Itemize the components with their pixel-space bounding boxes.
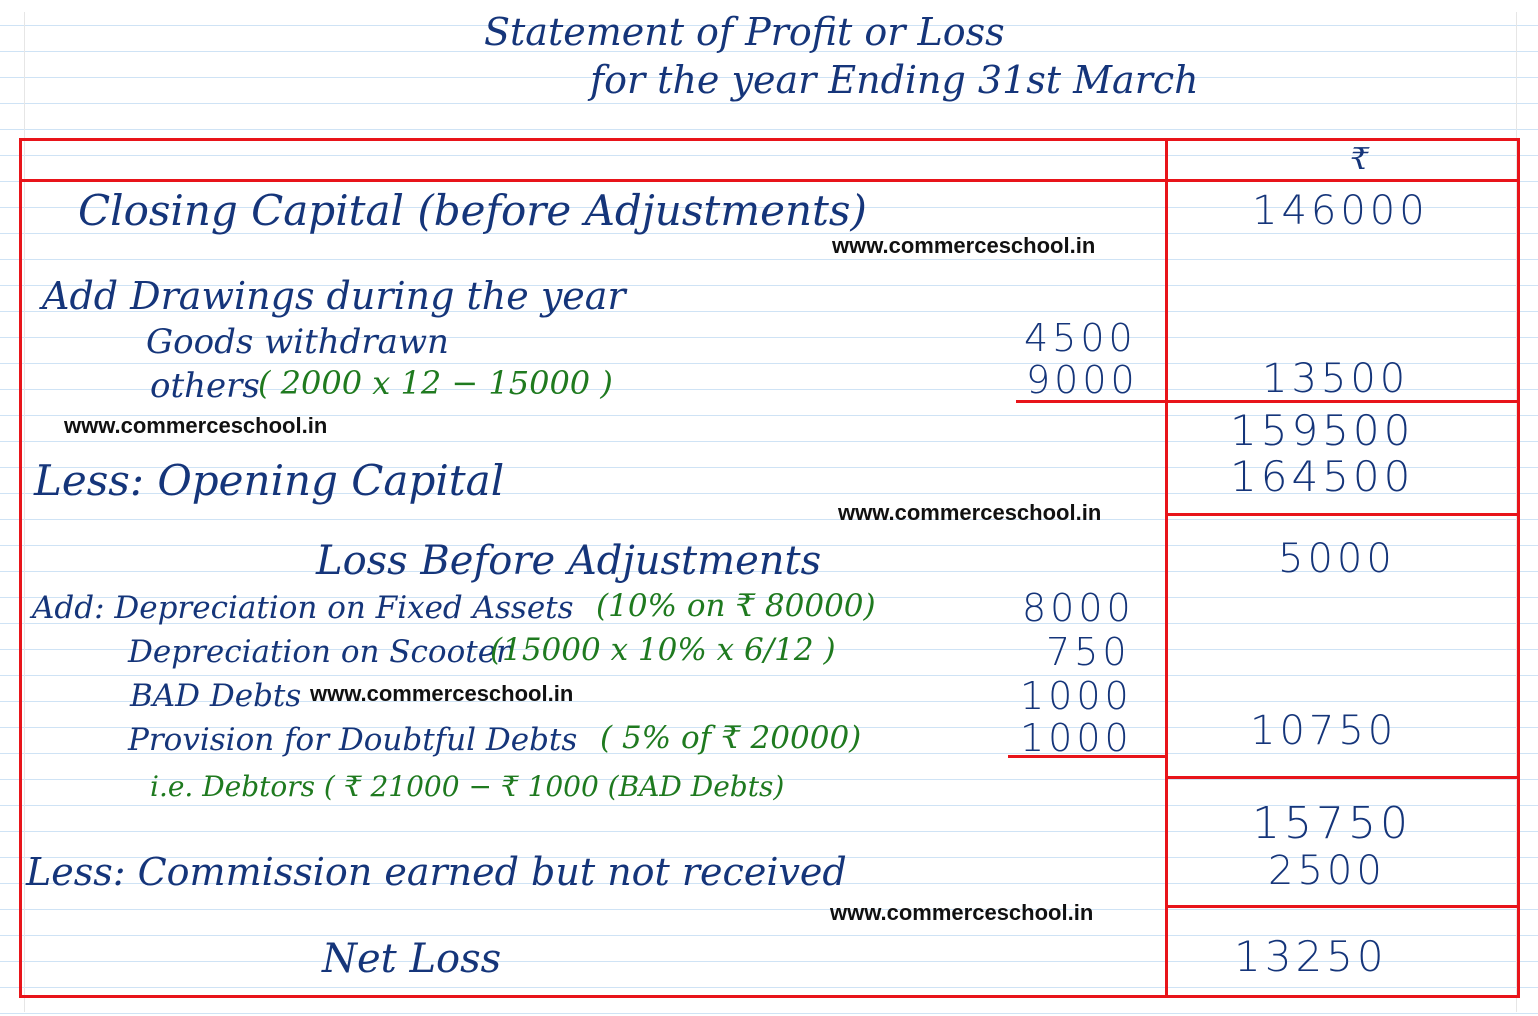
commission-label: Less: Commission earned but not received: [26, 850, 847, 894]
closing-capital-amount: 146000: [1252, 188, 1429, 234]
loss-before-label: Loss Before Adjustments: [316, 538, 822, 584]
watermark-4: www.commerceschool.in: [310, 681, 574, 706]
subtotal-2-amount: 15750: [1252, 798, 1412, 849]
dep-scooter-label: Depreciation on Scooter: [128, 634, 511, 670]
closing-capital-label: Closing Capital (before Adjustments): [78, 186, 867, 235]
table-border-left: [19, 138, 22, 998]
column-divider: [1165, 138, 1168, 998]
watermark-5: www.commerceschool.in: [830, 900, 1094, 925]
watermark-2: www.commerceschool.in: [64, 413, 328, 438]
watermark-1: www.commerceschool.in: [832, 233, 1096, 258]
opening-capital-label: Less: Opening Capital: [34, 456, 505, 505]
dep-scooter-inner: 750: [1046, 630, 1131, 674]
table-border-top: [19, 138, 1520, 141]
loss-before-amount: 5000: [1278, 536, 1396, 582]
page-margin-left: [24, 12, 25, 1012]
add-drawings-label: Add Drawings during the year: [42, 274, 626, 318]
commission-amount: 2500: [1268, 848, 1386, 894]
provision-inner: 1000: [1020, 716, 1133, 760]
goods-withdrawn-inner: 4500: [1024, 316, 1137, 360]
table-border-right: [1517, 138, 1520, 998]
opening-capital-amount: 164500: [1230, 452, 1415, 501]
amount-underline-4: [1167, 905, 1520, 908]
ie-debtors-note: i.e. Debtors ( ₹ 21000 − ₹ 1000 (BAD Debts): [150, 770, 785, 803]
dep-fixed-inner: 8000: [1022, 586, 1135, 630]
dep-scooter-note: (15000 x 10% x 6/12 ): [490, 632, 836, 668]
title-line-2: for the year Ending 31st March: [590, 58, 1199, 102]
others-inner: 9000: [1026, 358, 1139, 402]
bad-debts-inner: 1000: [1020, 674, 1133, 718]
table-border-bottom: [19, 995, 1520, 998]
provision-note: ( 5% of ₹ 20000): [600, 720, 862, 756]
amount-underline-3: [1167, 776, 1520, 779]
bad-debts-label: BAD Debts: [130, 678, 302, 714]
currency-symbol: ₹: [1350, 142, 1370, 177]
others-amount: 13500: [1262, 356, 1410, 402]
title-line-1: Statement of Profit or Loss: [484, 10, 1005, 54]
header-divider: [19, 179, 1520, 182]
provision-amount: 10750: [1250, 708, 1398, 754]
net-loss-amount: 13250: [1234, 932, 1388, 981]
net-loss-label: Net Loss: [322, 936, 502, 982]
dep-fixed-label: Add: Depreciation on Fixed Assets: [32, 590, 574, 626]
others-label: others: [150, 366, 260, 406]
goods-withdrawn-label: Goods withdrawn: [146, 322, 449, 362]
dep-fixed-note: (10% on ₹ 80000): [596, 588, 876, 624]
subtotal-1-amount: 159500: [1230, 406, 1415, 455]
others-note: ( 2000 x 12 − 15000 ): [258, 364, 613, 402]
provision-label: Provision for Doubtful Debts: [128, 722, 578, 758]
amount-underline-2: [1167, 513, 1520, 516]
watermark-3: www.commerceschool.in: [838, 500, 1102, 525]
